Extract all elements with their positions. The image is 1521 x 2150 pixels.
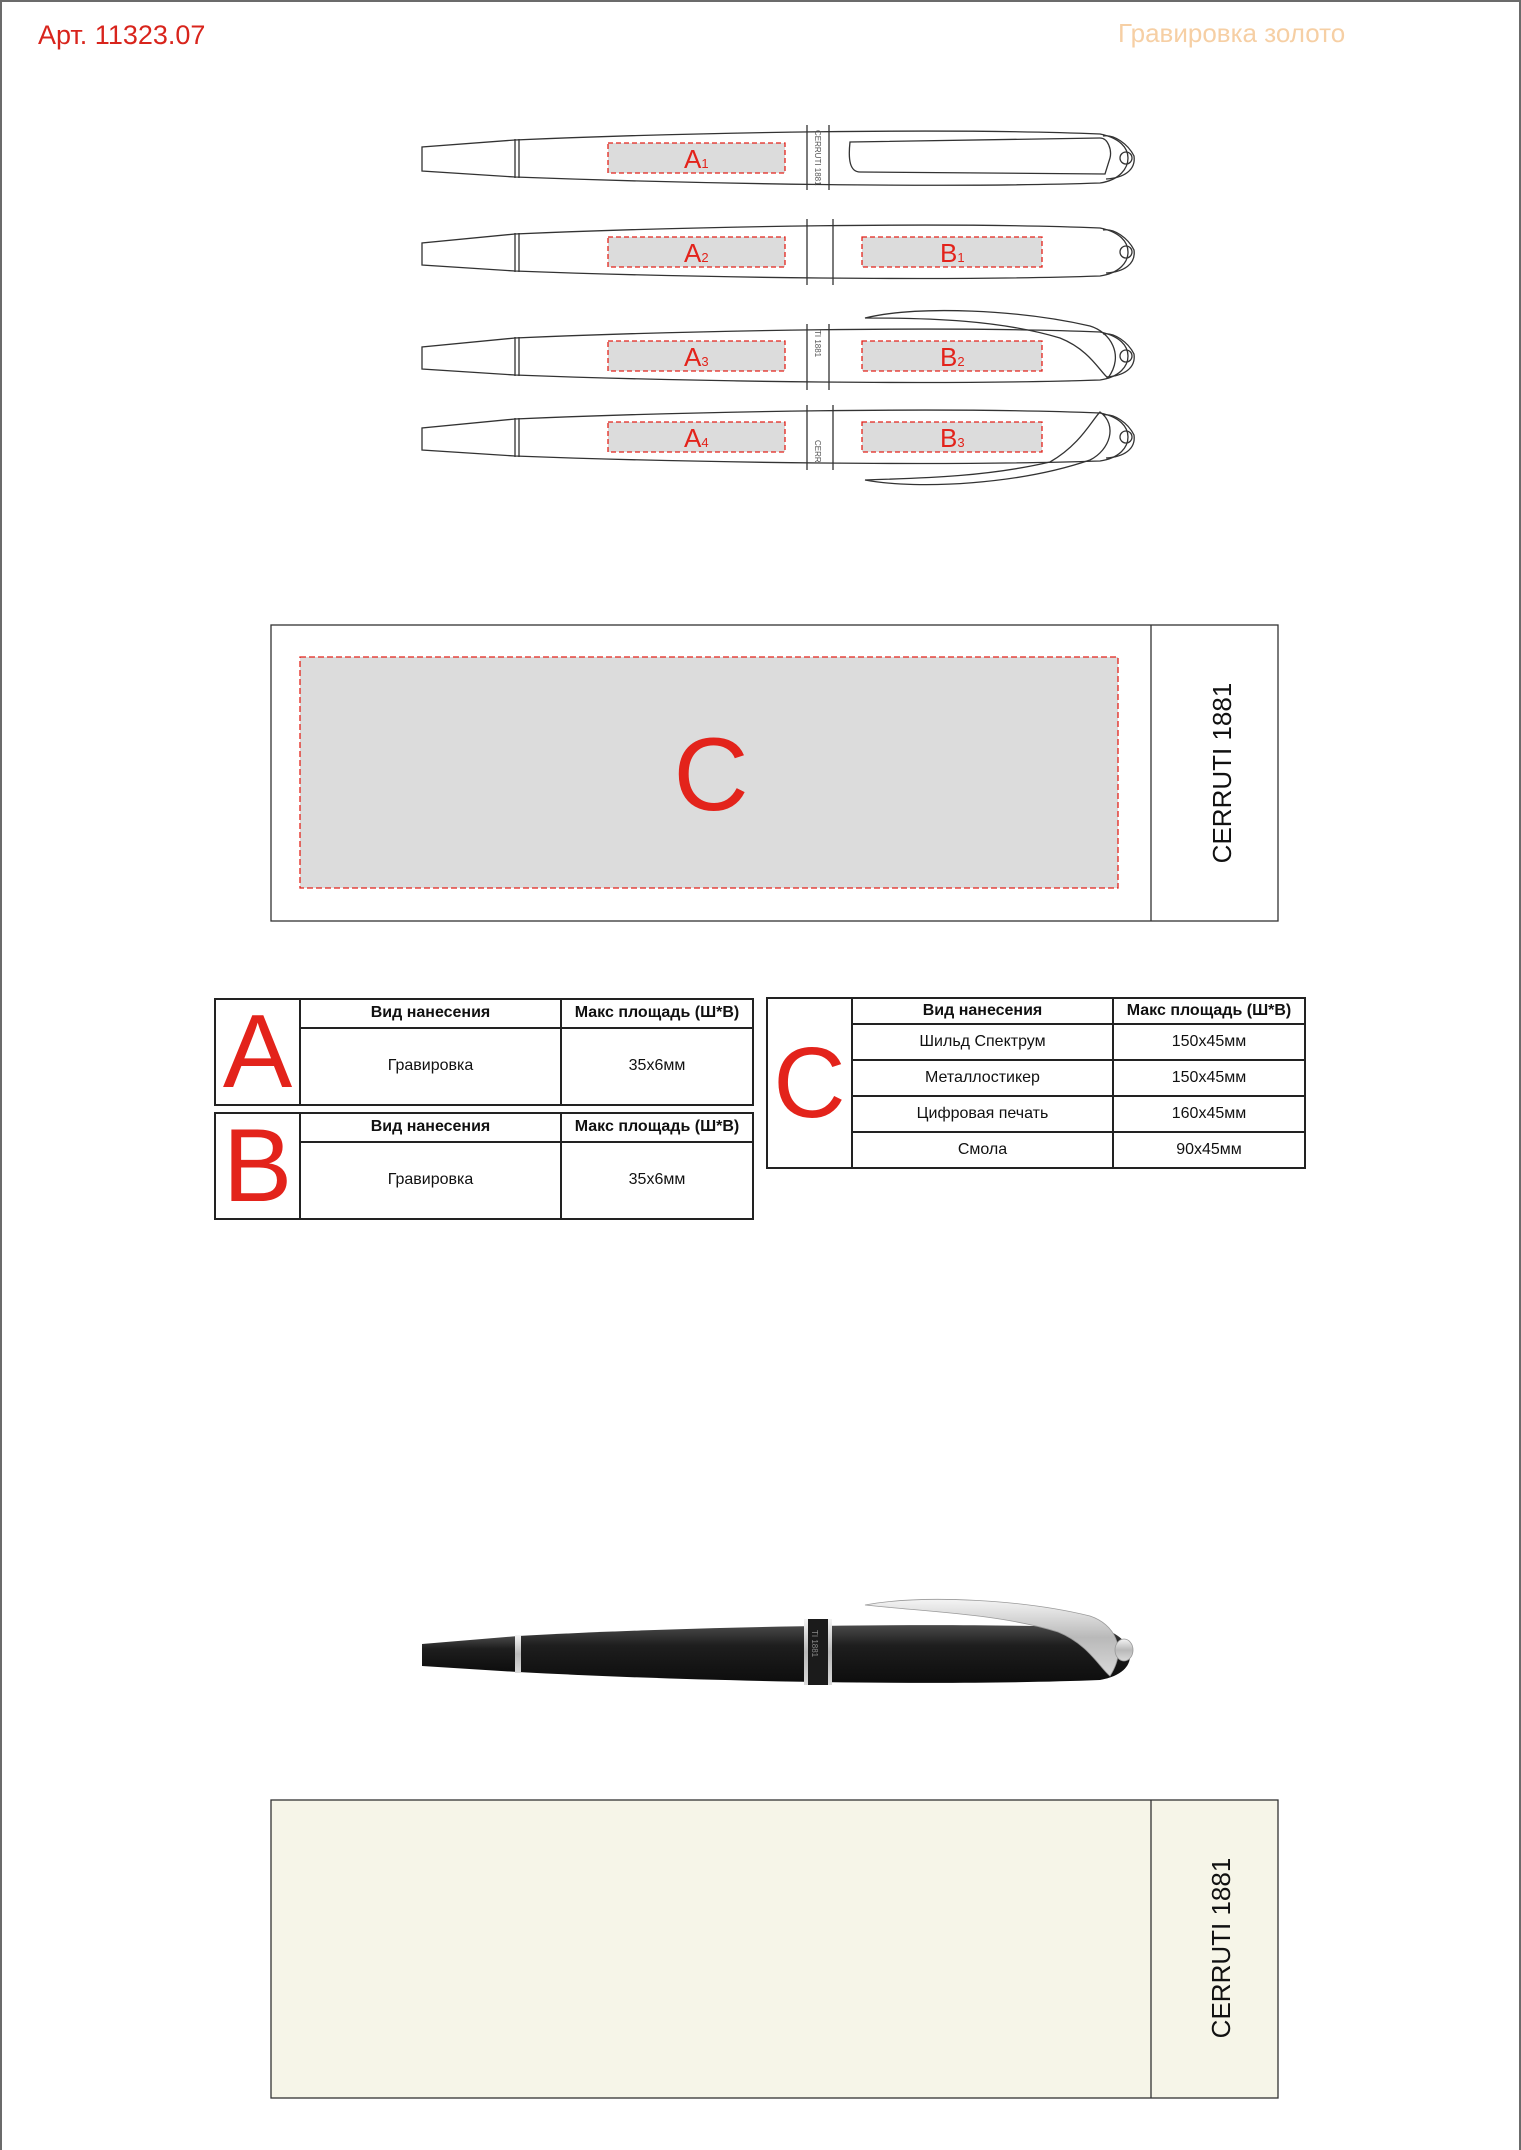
table-c-method-2: Металлостикер [852, 1060, 1113, 1096]
pen-photo-tip [422, 1636, 518, 1672]
table-c-area-1: 150x45мм [1113, 1024, 1305, 1060]
table-c [766, 997, 1306, 1169]
table-b-letter: B [215, 1113, 300, 1219]
article-number: Арт. 11323.07 [38, 20, 206, 50]
engraving-type: Гравировка золото [1118, 18, 1346, 48]
table-a-header-method: Вид нанесения [300, 999, 561, 1028]
pen-photo-center-band [804, 1619, 808, 1685]
table-c-letter: C [767, 998, 852, 1168]
table-c-area-3: 160x45мм [1113, 1096, 1305, 1132]
table-b-area: 35x6мм [561, 1142, 753, 1219]
table-a [214, 994, 754, 1110]
zone-a1-label: A1 [684, 144, 709, 174]
zone-b2-label: B2 [940, 342, 965, 372]
zone-a3-label: A3 [684, 342, 709, 372]
pen-photo [0, 1580, 1521, 1690]
table-c-area-4: 90x45мм [1113, 1132, 1305, 1168]
pen-diagrams [0, 0, 1521, 520]
table-c-method-4: Смола [852, 1132, 1113, 1168]
table-b-method: Гравировка [300, 1142, 561, 1219]
table-b-header-method: Вид нанесения [300, 1113, 561, 1142]
pen-3-ring-text: TI 1881 [813, 330, 822, 358]
pen-photo-cap-top [1115, 1639, 1133, 1661]
zone-a2-label: A2 [684, 238, 709, 268]
table-a-area: 35x6мм [561, 1028, 753, 1105]
box-brand-text: CERRUTI 1881 [1207, 682, 1237, 864]
table-c-method-3: Цифровая печать [852, 1096, 1113, 1132]
table-c-area-2: 150x45мм [1113, 1060, 1305, 1096]
pen-photo-ring-text: TI 1881 [810, 1630, 819, 1658]
table-c-method-1: Шильд Спектрум [852, 1024, 1113, 1060]
table-a-method: Гравировка [300, 1028, 561, 1105]
zone-c-label: C [673, 717, 749, 833]
table-b [214, 1108, 754, 1224]
pen-photo-center-band-2 [828, 1619, 832, 1685]
box-photo [0, 1790, 1521, 2120]
zone-b3-label: B3 [940, 423, 965, 453]
pen-4-ring-text: CERR [813, 440, 822, 463]
pen-photo-lower-ring [515, 1635, 521, 1673]
table-a-letter: A [215, 999, 300, 1105]
table-a-header-area: Макс площадь (Ш*В) [561, 999, 753, 1028]
table-c-header-area: Макс площадь (Ш*В) [1113, 998, 1305, 1024]
box-photo-outline [271, 1800, 1278, 2098]
zone-b1-label: B1 [940, 238, 965, 268]
box-diagram [0, 600, 1521, 940]
pen-1-ring-text: CERRUTI 1881 [813, 130, 822, 186]
zone-a4-label: A4 [684, 423, 709, 453]
table-c-header-method: Вид нанесения [852, 998, 1113, 1024]
table-b-header-area: Макс площадь (Ш*В) [561, 1113, 753, 1142]
box-photo-brand-text: CERRUTI 1881 [1206, 1857, 1236, 2039]
